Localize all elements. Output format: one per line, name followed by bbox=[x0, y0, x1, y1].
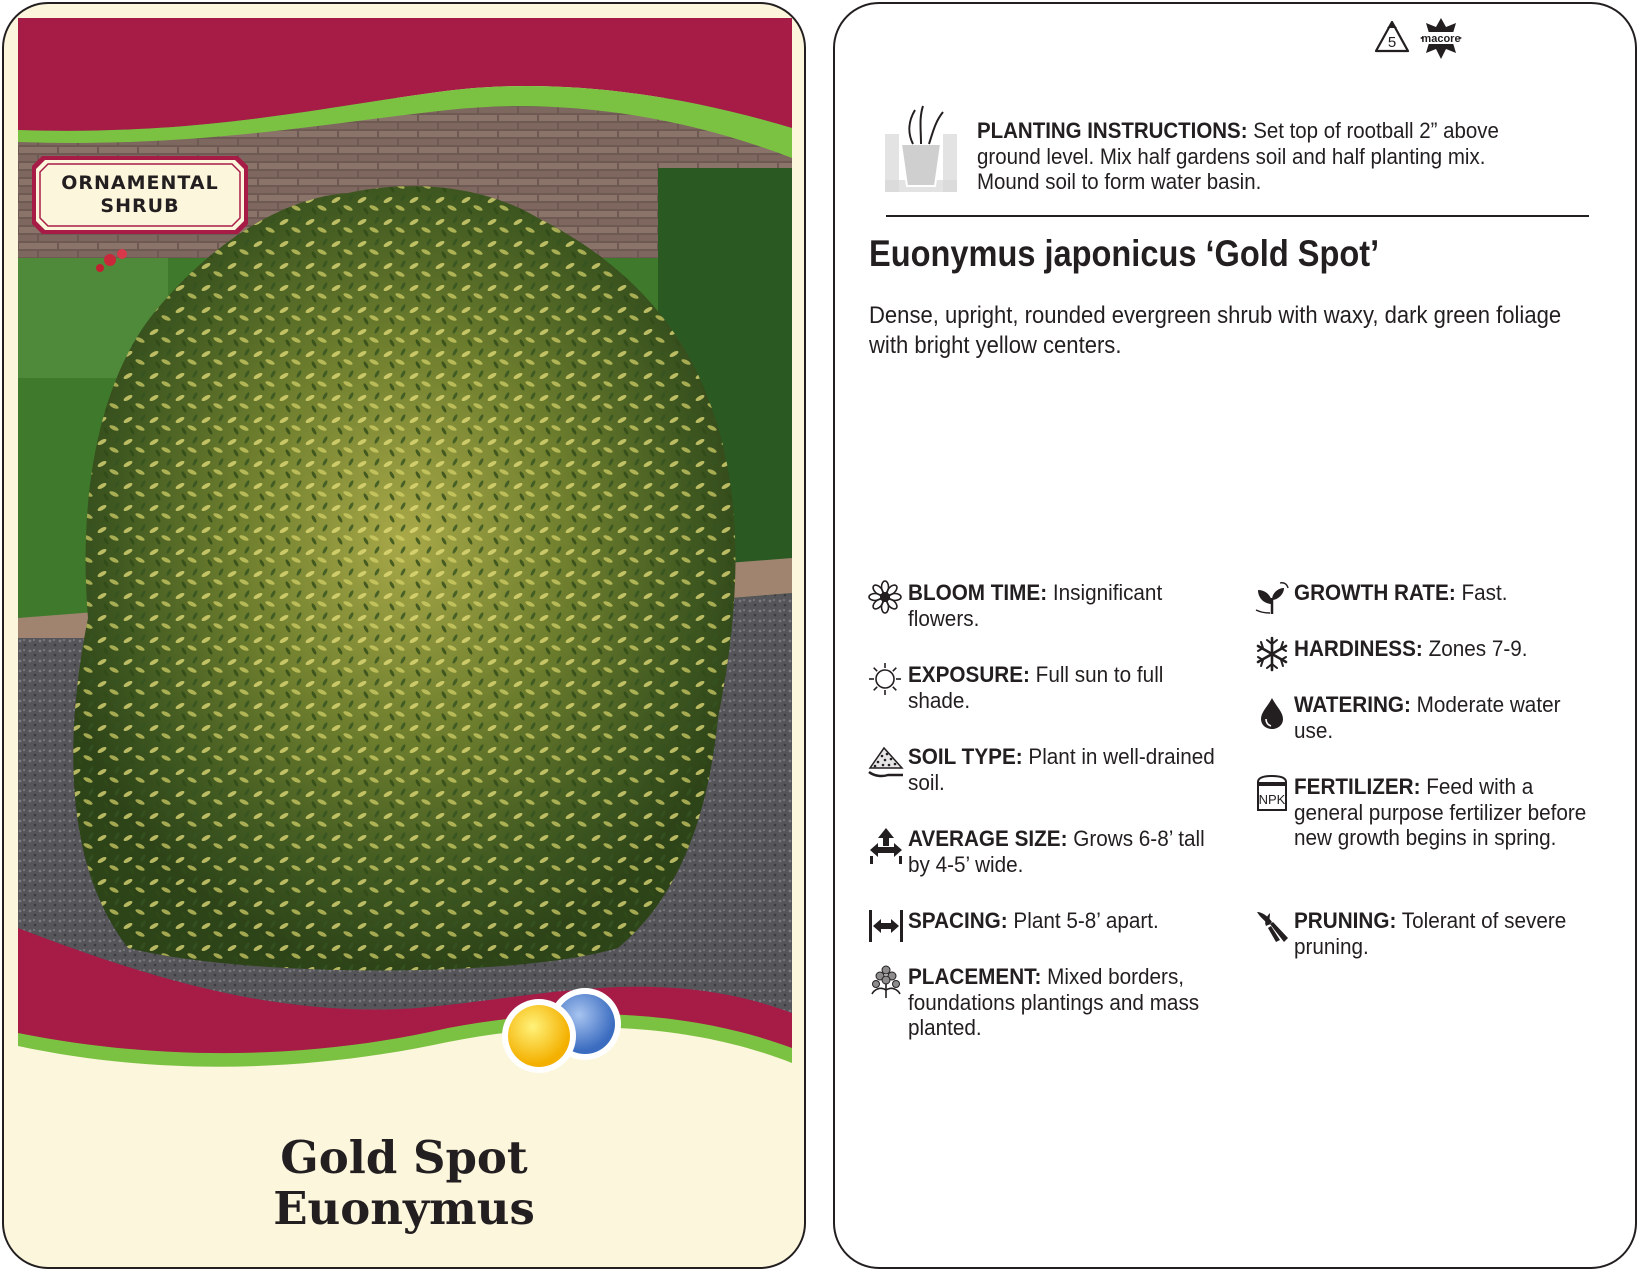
planting-text: Set top of rootball 2” above ground level. Mix half gardens soil and half planting mix. Mound soil to form water basin. bbox=[977, 118, 1499, 194]
attr-text: Grows 6-8’ tall by 4-5’ wide. bbox=[908, 826, 1205, 877]
plant-description: Dense, upright, rounded evergreen shrub with waxy, dark green foliage with bright yellow centers. bbox=[869, 302, 1562, 359]
planting-label: PLANTING INSTRUCTIONS: bbox=[977, 118, 1248, 143]
attr-label: SOIL TYPE: bbox=[908, 744, 1023, 769]
attr-text: Plant in well-drained soil. bbox=[908, 744, 1215, 795]
attr-text: Tolerant of severe pruning. bbox=[1294, 908, 1567, 959]
attr-label: WATERING: bbox=[1294, 692, 1411, 717]
attr-label: SPACING: bbox=[908, 908, 1008, 933]
common-name-line-2: Euonymus bbox=[273, 1182, 535, 1235]
requirement-dots bbox=[499, 984, 629, 1074]
flower-icon bbox=[868, 580, 902, 614]
recycle-icon bbox=[1372, 19, 1412, 57]
badge-line-2: SHRUB bbox=[100, 195, 180, 217]
size-arrows-icon bbox=[868, 826, 904, 864]
sprout-icon bbox=[1254, 580, 1290, 616]
recycle-number: 5 bbox=[1387, 34, 1397, 51]
attr-text: Feed with a general purpose fertilizer before new growth begins in spring. bbox=[1294, 774, 1587, 850]
botanical-name: Euonymus japonicus ‘Gold Spot’ bbox=[869, 233, 1380, 274]
attr-label: AVERAGE SIZE: bbox=[908, 826, 1068, 851]
attr-label: PLACEMENT: bbox=[908, 964, 1042, 989]
attr-label: FERTILIZER: bbox=[1294, 774, 1421, 799]
attr-text: Plant 5-8’ apart. bbox=[1007, 908, 1159, 933]
pot-icon bbox=[885, 104, 957, 194]
attr-label: EXPOSURE: bbox=[908, 662, 1030, 687]
spacing-arrows-icon bbox=[868, 908, 904, 944]
attr-text: Zones 7-9. bbox=[1422, 636, 1528, 661]
sun-icon bbox=[868, 662, 902, 696]
sun-dot-icon bbox=[502, 999, 576, 1073]
category-badge bbox=[32, 156, 248, 234]
npk-label: NPK bbox=[1258, 792, 1286, 807]
snowflake-icon bbox=[1254, 636, 1290, 672]
attr-label: GROWTH RATE: bbox=[1294, 580, 1456, 605]
attr-text: Mixed borders, foundations plantings and mass planted. bbox=[908, 964, 1200, 1040]
attr-text: Full sun to full shade. bbox=[908, 662, 1164, 713]
attr-text: Moderate water use. bbox=[1294, 692, 1561, 743]
front-card bbox=[2, 2, 806, 1269]
divider bbox=[886, 215, 1589, 217]
placement-icon bbox=[868, 964, 904, 1000]
macore-logo-text: macore bbox=[1421, 33, 1461, 45]
pruners-icon bbox=[1254, 908, 1290, 944]
attr-label: PRUNING: bbox=[1294, 908, 1397, 933]
attr-label: HARDINESS: bbox=[1294, 636, 1423, 661]
soil-icon bbox=[868, 744, 904, 780]
common-name-line-1: Gold Spot bbox=[280, 1131, 528, 1184]
attr-text: Fast. bbox=[1455, 580, 1508, 605]
planting-instructions bbox=[977, 118, 1544, 195]
water-drop-icon bbox=[1254, 692, 1290, 730]
attr-text: Insignificant flowers. bbox=[908, 580, 1163, 631]
npk-icon bbox=[1254, 774, 1290, 814]
attr-label: BLOOM TIME: bbox=[908, 580, 1048, 605]
badge-line-1: ORNAMENTAL bbox=[61, 172, 219, 194]
